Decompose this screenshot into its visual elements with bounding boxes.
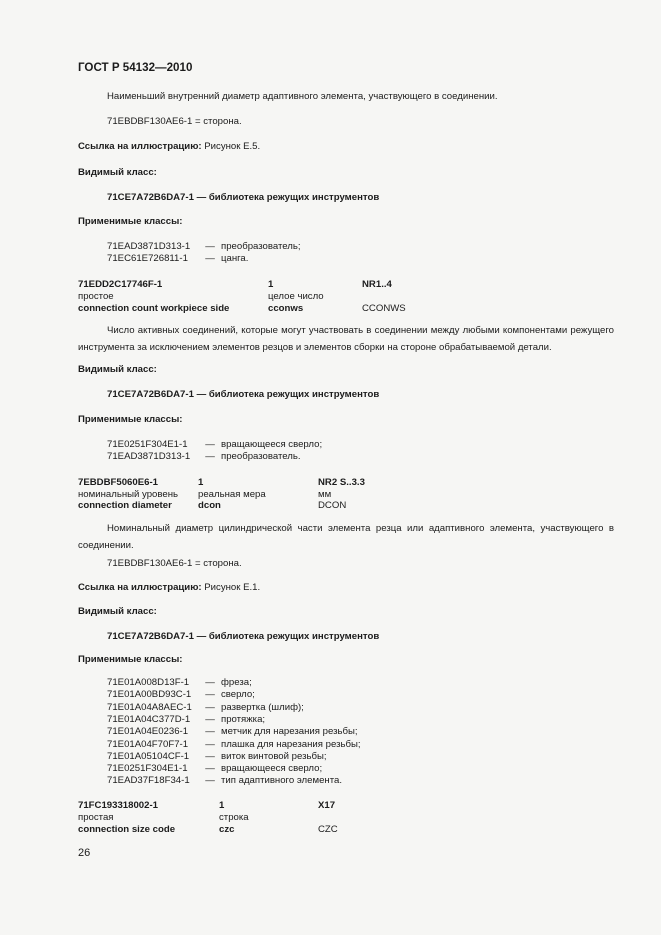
condition-text: 71EBDBF130AE6-1 = сторона. <box>107 116 242 127</box>
definition-text: Наименьший внутренний диаметр адаптивного элемента, участвующего в соединении. <box>107 91 498 102</box>
applicable-class-item <box>107 702 304 713</box>
visible-class-value: 71CE7A72B6DA7-1 — библиотека режущих инструментов <box>107 631 380 642</box>
applicable-class-item <box>107 726 358 737</box>
applicable-class-item <box>107 677 252 688</box>
class-dash: — <box>205 439 215 450</box>
class-code: 71E01A008D13F-1 <box>107 677 190 688</box>
class-dash: — <box>205 241 215 252</box>
class-name: вращающееся сверло; <box>221 439 323 450</box>
property-version: 1 <box>198 477 204 488</box>
class-code: 71EAD3871D313-1 <box>107 241 191 252</box>
definition-text: Номинальный диаметр цилиндрической части элемента резца или адаптивного элемента, участвующего в соединении. <box>78 523 614 551</box>
property-symbol-upper: DCON <box>318 500 347 511</box>
property-format: X17 <box>318 800 336 811</box>
applicable-classes-label: Применимые классы: <box>78 216 183 227</box>
property-code: 71EDD2C17746F-1 <box>78 279 163 290</box>
class-name: фреза; <box>221 677 252 688</box>
class-name: развертка (шлиф); <box>221 701 304 713</box>
document-header: ГОСТ Р 54132—2010 <box>78 61 193 74</box>
visible-class-label: Видимый класс: <box>78 606 157 617</box>
visible-class-value: 71CE7A72B6DA7-1 — библиотека режущих инструментов <box>107 192 380 203</box>
class-code: 71E0251F304E1-1 <box>107 763 188 775</box>
property-symbol-upper: CZC <box>318 824 338 835</box>
property-type-name: строка <box>219 812 249 823</box>
class-name: тип адаптивного элемента. <box>221 775 342 787</box>
visible-class-label: Видимый класс: <box>78 167 157 178</box>
applicable-classes-label: Применимые классы: <box>78 654 183 665</box>
class-name: преобразователь. <box>221 451 301 463</box>
property-symbol-upper: CCONWS <box>362 303 406 314</box>
class-code: 71E01A05104CF-1 <box>107 750 190 762</box>
applicable-class-item <box>107 439 322 450</box>
illustration-reference <box>78 141 260 152</box>
applicable-class-item <box>107 739 361 750</box>
applicable-class-item <box>107 241 301 252</box>
class-dash: — <box>205 750 215 762</box>
property-datatype: простое <box>78 291 114 302</box>
class-dash: — <box>205 726 215 738</box>
definition-text: Число активных соединений, которые могут участвовать в соединении между любыми компонентами режущего инструмента за исключением элементов резцов и элементов сборки на стороне обрабатываемой детали. <box>78 325 614 353</box>
class-code: 71E01A00BD93C-1 <box>107 689 192 701</box>
class-dash: — <box>205 775 215 787</box>
class-code: 71E01A04E0236-1 <box>107 726 189 738</box>
page-number: 26 <box>78 847 91 859</box>
class-name: цанга. <box>221 253 249 265</box>
class-dash: — <box>205 713 215 725</box>
class-code: 71E01A04C377D-1 <box>107 713 191 725</box>
class-dash: — <box>205 677 215 688</box>
class-dash: — <box>205 451 215 463</box>
property-type-name: целое число <box>268 291 324 302</box>
class-name: вращающееся сверло; <box>221 763 323 775</box>
class-dash: — <box>205 689 215 701</box>
property-name: connection count workpiece side <box>78 303 230 314</box>
illustration-reference <box>78 582 260 593</box>
illustration-label: Ссылка на иллюстрацию: <box>78 582 202 593</box>
property-datatype: номинальный уровень <box>78 489 179 500</box>
applicable-classes-label: Применимые классы: <box>78 414 183 425</box>
property-symbol: cconws <box>268 303 304 314</box>
class-code: 71EAD37F18F34-1 <box>107 775 190 787</box>
property-code: 7EBDBF5060E6-1 <box>78 477 158 488</box>
applicable-class-item <box>107 751 327 762</box>
class-dash: — <box>205 763 215 775</box>
class-code: 71E01A04F70F7-1 <box>107 738 189 750</box>
property-format: NR2 S..3.3 <box>318 477 365 488</box>
applicable-class-item <box>107 775 342 786</box>
illustration-value: Рисунок Е.1. <box>201 582 261 593</box>
illustration-label: Ссылка на иллюстрацию: <box>78 141 202 152</box>
applicable-class-item <box>107 714 265 725</box>
class-dash: — <box>205 701 215 713</box>
property-code: 71FC193318002-1 <box>78 800 159 811</box>
applicable-class-item <box>107 451 301 462</box>
applicable-class-item <box>107 253 248 264</box>
property-format: NR1..4 <box>362 279 392 290</box>
property-name: connection size code <box>78 824 176 835</box>
class-name: метчик для нарезания резьбы; <box>221 726 358 738</box>
property-type-name: реальная мера <box>198 489 266 500</box>
class-name: сверло; <box>221 689 255 701</box>
class-name: преобразователь; <box>221 241 301 252</box>
class-name: протяжка; <box>221 713 266 725</box>
class-dash: — <box>205 253 215 265</box>
property-version: 1 <box>219 800 225 811</box>
class-code: 71E0251F304E1-1 <box>107 439 188 450</box>
property-datatype: простая <box>78 812 114 823</box>
class-code: 71EC61E726811-1 <box>107 253 188 265</box>
property-symbol: dcon <box>198 500 221 511</box>
illustration-value: Рисунок Е.5. <box>201 141 261 152</box>
class-code: 71EAD3871D313-1 <box>107 451 191 463</box>
applicable-class-item <box>107 689 255 700</box>
applicable-class-item <box>107 763 322 774</box>
property-version: 1 <box>268 279 274 290</box>
class-name: плашка для нарезания резьбы; <box>221 738 361 750</box>
visible-class-label: Видимый класс: <box>78 364 157 375</box>
property-symbol: czc <box>219 824 235 835</box>
property-unit: мм <box>318 489 332 500</box>
visible-class-value: 71CE7A72B6DA7-1 — библиотека режущих инструментов <box>107 389 380 400</box>
class-code: 71E01A04A8AEC-1 <box>107 701 192 713</box>
condition-text: 71EBDBF130AE6-1 = сторона. <box>107 558 242 569</box>
class-name: виток винтовой резьбы; <box>221 750 327 762</box>
property-name: connection diameter <box>78 500 172 511</box>
class-dash: — <box>205 738 215 750</box>
